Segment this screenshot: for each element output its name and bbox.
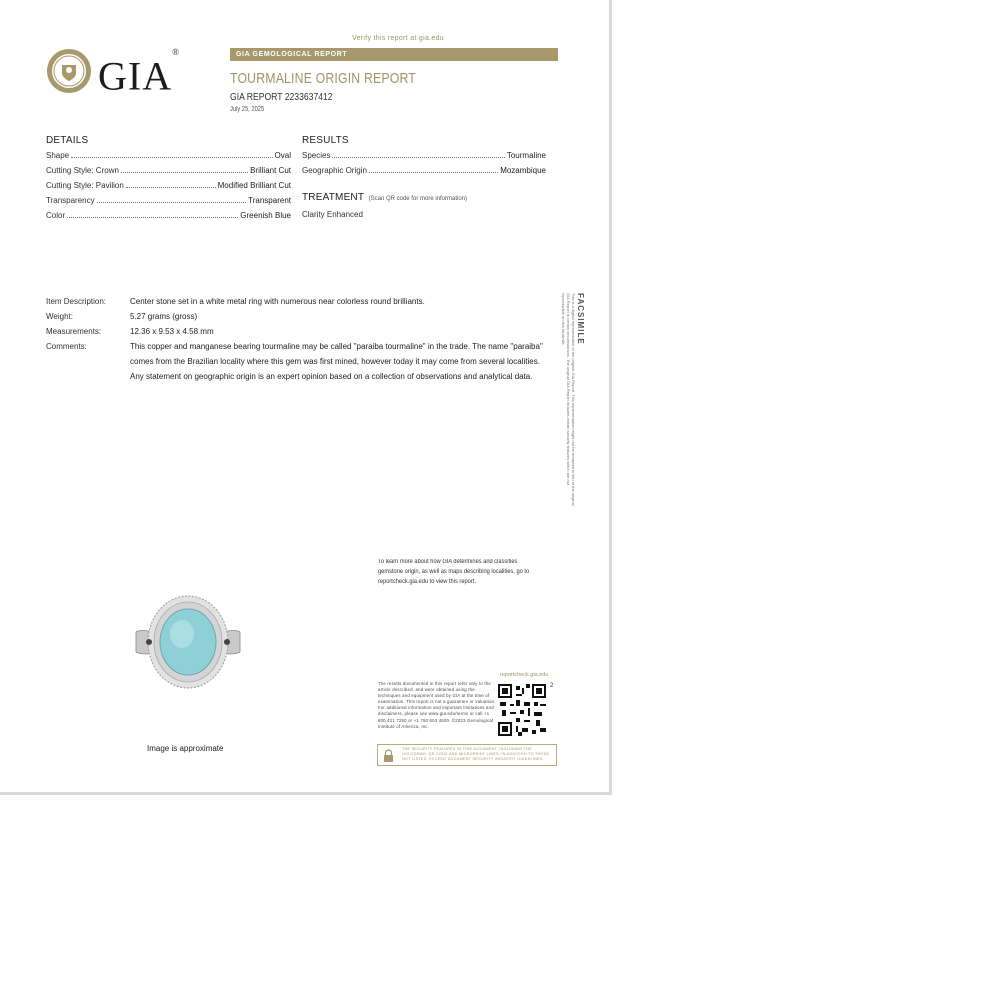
treatment-heading: TREATMENT (Scan QR code for more information)	[302, 192, 467, 203]
image-caption: Image is approximate	[147, 744, 224, 753]
ring-image	[134, 592, 242, 692]
results-section	[302, 135, 546, 219]
report-title: TOURMALINE ORIGIN REPORT	[230, 70, 416, 87]
qr-index: 2	[550, 683, 554, 689]
item-info	[46, 294, 551, 384]
detail-row-transparency: Transparency Transparent	[46, 196, 291, 205]
details-section	[46, 135, 291, 226]
details-heading: DETAILS	[46, 135, 89, 146]
detail-row-pavilion: Cutting Style: Pavilion Modified Brilliant Cut	[46, 181, 291, 190]
detail-row-color: Color Greenish Blue	[46, 211, 291, 220]
report-type-bar: GIA GEMOLOGICAL REPORT	[230, 48, 558, 61]
security-notice: THE SECURITY FEATURES IN THIS DOCUMENT, INCLUDING THE HOLOGRAM, QR CODE AND MICROPRINT LINES, IN ADDITION TO THOSE NOT LISTED, EXCEED DOCUMENT SECURITY INDUSTRY GUIDELINES.	[377, 744, 557, 766]
disclaimer-text: The results documented in this report refer only to the article described, and were obtained using the techniques and equipment used by GIA at the time of examination. This report is not a guarantee or valuation. For additional information and important limitations and disclaimers, please see www.gia.edu/terms or call +1 800 421 7250 or +1 760 603 4500. ©2023 Gemological Institute of America, Inc.	[378, 681, 496, 729]
treatment-value: Clarity Enhanced	[302, 210, 363, 219]
qr-url[interactable]: reportcheck.gia.edu	[500, 672, 549, 678]
weight-row: Weight: 5.27 grams (gross)	[46, 312, 198, 321]
measurements-row: Measurements: 12.36 x 9.53 x 4.58 mm	[46, 327, 214, 336]
gia-logo: GIA®	[98, 47, 180, 99]
report-date: July 25, 2025	[230, 106, 265, 113]
report-number: GIA REPORT 2233637412	[230, 91, 333, 103]
gia-seal-icon	[46, 48, 92, 94]
detail-row-crown: Cutting Style: Crown Brilliant Cut	[46, 166, 291, 175]
qr-code-icon[interactable]	[498, 684, 546, 736]
learn-more-text: To learn more about how GIA determines and classifies gemstone origin, as well as maps describing localities, go to reportcheck.gia.edu to view this report.	[378, 559, 530, 585]
comments-row: Comments: This copper and manganese bearing tourmaline may be called "paraiba tourmaline" in the trade. The name "paraiba" comes from the Brazilian locality where this gem was first mined, however today it may come from several localities. Any statement on geographic origin is an expert opinion based on a collection of observations and analytical data.	[46, 342, 543, 381]
facsimile-notice: FACSIMILE This is a digital representation of the original GIA Report. This representation might not be accepted in lieu of the original GIA Report in certain circumstances. The original GIA Report includes certain security features which are not reproducible on this facsimile.	[561, 293, 585, 506]
item-description-row: Item Description: Center stone set in a white metal ring with numerous near colorless round brilliants.	[46, 297, 425, 306]
verify-link[interactable]: Verify this report at gia.edu	[352, 35, 444, 42]
results-heading: RESULTS	[302, 135, 349, 146]
result-row-species: Species Tourmaline	[302, 151, 546, 160]
comment-origin: Any statement on geographic origin is an expert opinion based on a collection of observations and analytical data.	[130, 372, 533, 381]
comment-paraiba: This copper and manganese bearing tourmaline may be called "paraiba tourmaline" in the trade. The name "paraiba" comes from the Brazilian locality where this gem was first mined, however today it may come from several localities.	[130, 342, 543, 366]
detail-row-shape: Shape Oval	[46, 151, 291, 160]
result-row-origin: Geographic Origin Mozambique	[302, 166, 546, 175]
report-page	[0, 0, 612, 795]
lock-icon	[383, 749, 394, 762]
